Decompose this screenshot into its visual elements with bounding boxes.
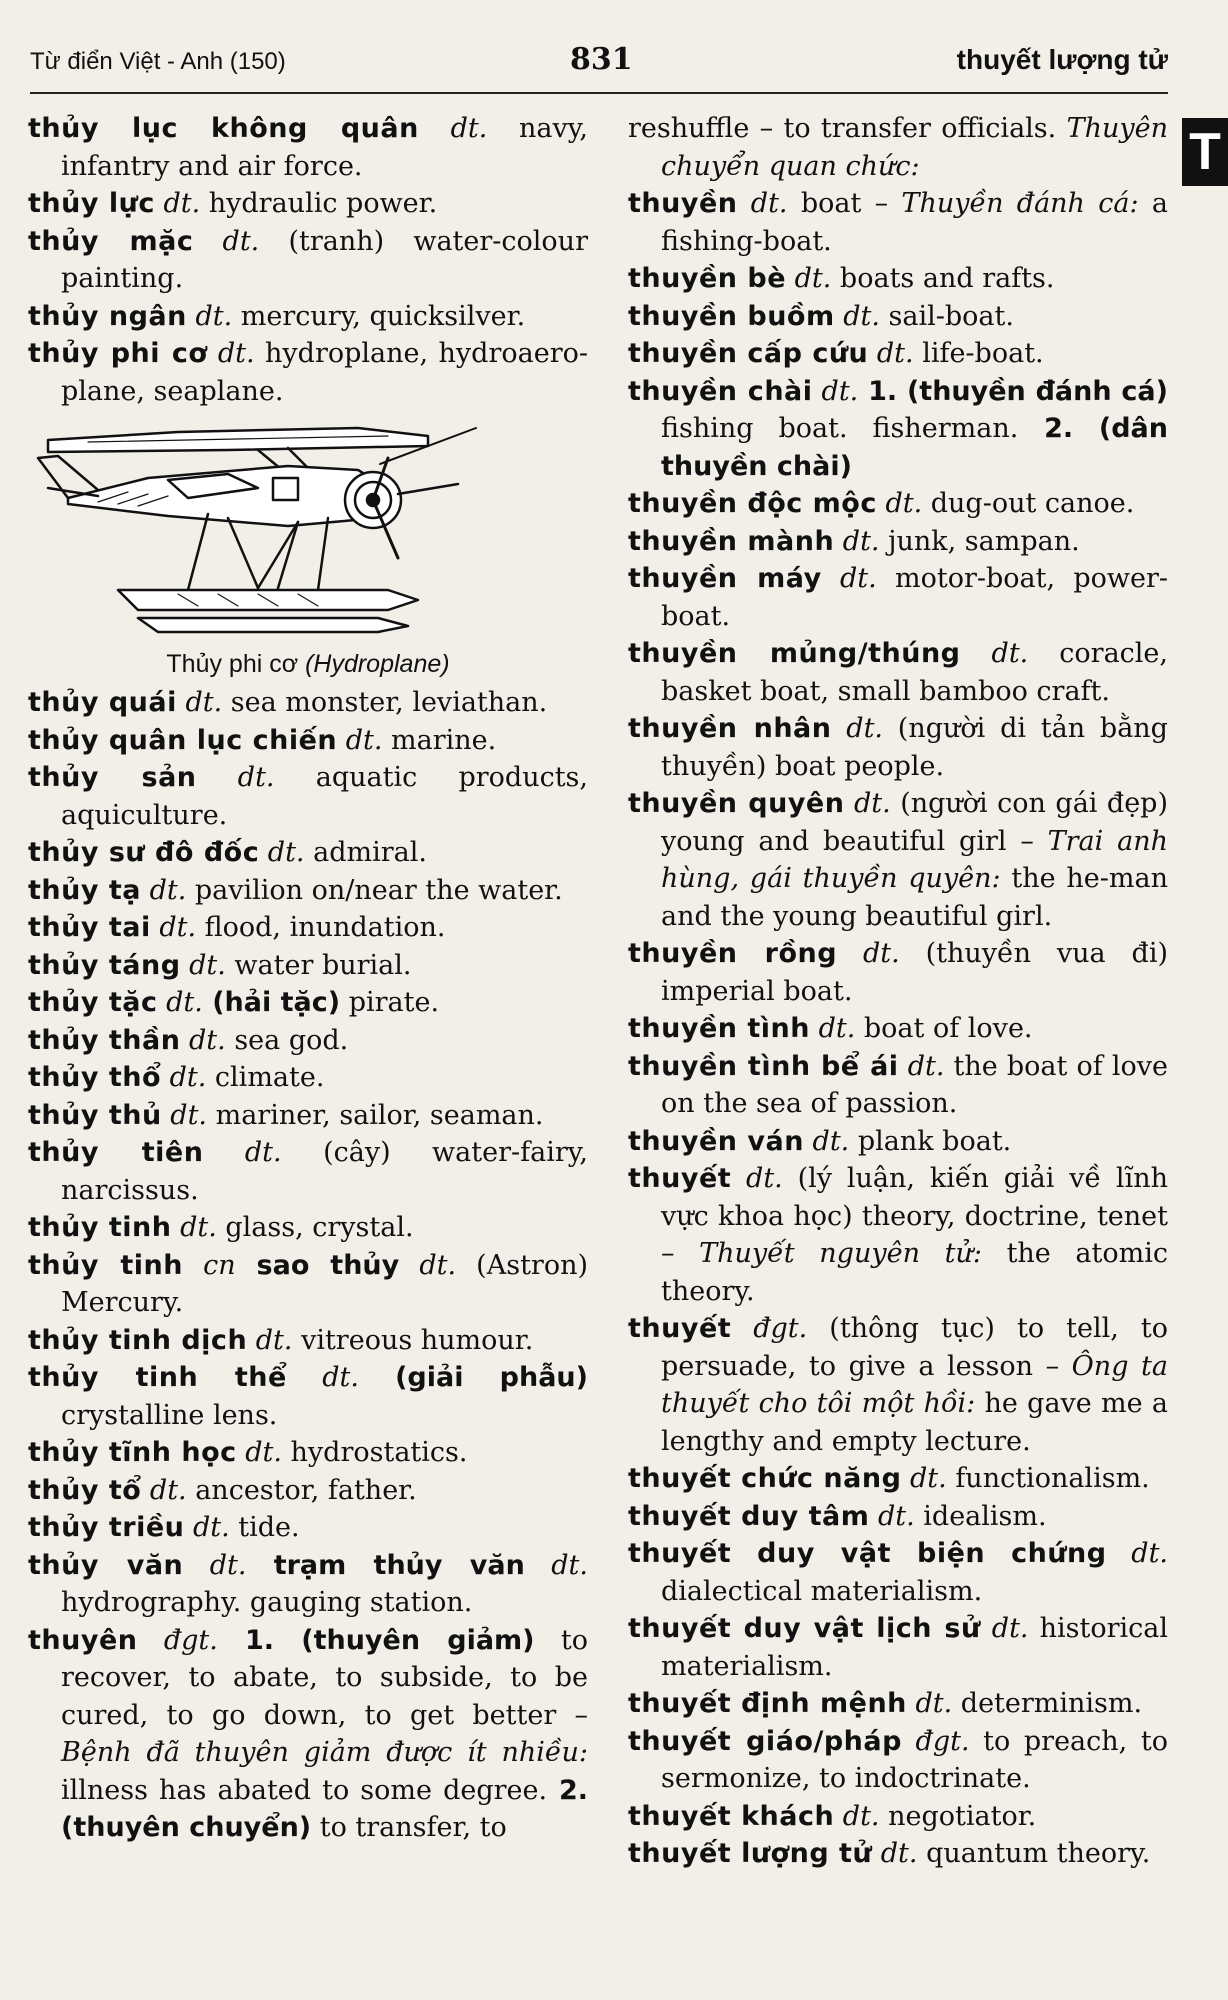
entry-hw: thuyền bè: [628, 263, 787, 294]
hydroplane-icon: [28, 418, 588, 648]
entry-def: to preach, to sermonize, to indoctrinate.: [661, 1725, 1168, 1794]
right-column: [628, 110, 1168, 1873]
entry-hw: thuyền nhân: [628, 713, 832, 744]
entry-pos: dt.: [192, 1512, 230, 1543]
entry-pos2: dt.: [399, 1249, 457, 1281]
entry-hw: thủy tạ: [28, 874, 141, 906]
entry-pos: dt.: [245, 1437, 282, 1468]
entry-def: boats and rafts.: [831, 263, 1055, 294]
entry-def: (thông tục) to tell, to persuade, to give a lesson –: [661, 1313, 1168, 1382]
entry-pos: dt.: [812, 1125, 850, 1157]
entry-b1: (giải phẫu): [358, 1362, 588, 1393]
entry-pos: đgt.: [163, 1624, 218, 1656]
dictionary-entry: [628, 1723, 1168, 1798]
entry-b1: trạm thủy văn: [246, 1549, 525, 1581]
entry-hw: thuyết: [628, 1313, 732, 1344]
entry-hw: thuyên: [28, 1624, 138, 1656]
entry-def: boat of love.: [855, 1013, 1033, 1044]
entry-def: (người di tản bằng thuyền) boat people.: [661, 713, 1168, 782]
entry-def2: gauging station.: [241, 1587, 473, 1618]
entry-def: historical materialism.: [661, 1613, 1168, 1682]
dictionary-entry: [28, 984, 588, 1022]
entry-hw: thủy tặc: [28, 987, 158, 1018]
entry-pos: dt.: [149, 874, 187, 906]
dictionary-entry: [28, 1322, 588, 1360]
entry-hw: thủy lực: [28, 188, 155, 219]
entry-hw: thủy sư đô đốc: [28, 837, 260, 868]
entry-def: dug-out canoe.: [922, 488, 1135, 519]
entry-pos: dt.: [846, 713, 883, 744]
dictionary-entry: [28, 1059, 588, 1097]
entry-def: motor-boat, power-boat.: [661, 563, 1168, 632]
entry-hw: thủy tinh dịch: [28, 1324, 248, 1356]
entry-pos: dt.: [842, 525, 880, 557]
entry-ex: Trai anh hùng, gái thuyền quyên:: [661, 825, 1168, 894]
entry-def: life-boat.: [913, 338, 1044, 369]
entry-pos: dt.: [195, 300, 233, 332]
entry-pos: dt.: [843, 300, 880, 332]
entry-def: hydrostatics.: [281, 1437, 468, 1468]
entry-ex: Thuyên chuyển quan chức:: [661, 113, 1168, 182]
dictionary-entry: [28, 110, 588, 185]
entry-pos: dt.: [842, 1800, 880, 1832]
dictionary-entry: [28, 909, 588, 947]
entry-pos: dt.: [880, 1838, 918, 1869]
dictionary-entry: [628, 260, 1168, 298]
entry-ex: Ông ta thuyết cho tôi một hồi:: [661, 1350, 1169, 1419]
entry-hw: thủy văn: [28, 1549, 184, 1581]
entry-pos: dt.: [863, 938, 900, 969]
figure-caption: [28, 648, 588, 680]
entry-def: idealism.: [914, 1500, 1047, 1532]
dictionary-entry: [628, 485, 1168, 523]
entry-hw: thủy thổ: [28, 1062, 162, 1093]
entry-def: hydraulic power.: [200, 188, 438, 219]
entry-hw: thủy tinh: [28, 1212, 172, 1243]
entry-def: admiral.: [304, 837, 427, 868]
entry-hw: thuyết duy vật lịch sử: [628, 1613, 981, 1644]
entry-b2: 2. (dân thuyền chài): [661, 413, 1168, 482]
dictionary-entry: [628, 185, 1168, 260]
entry-def: ancestor, father.: [186, 1474, 417, 1506]
entry-pos: dt.: [189, 1024, 226, 1056]
entry-hw: thủy tiên: [28, 1137, 204, 1168]
entry-pos: dt.: [991, 638, 1029, 669]
dictionary-entry: [28, 185, 588, 223]
entry-def: tide.: [229, 1512, 300, 1543]
entry-pos: dt.: [876, 338, 914, 369]
entry-pos: đgt.: [753, 1313, 808, 1344]
dictionary-entry: [628, 635, 1168, 710]
entry-pos: dt.: [185, 687, 223, 718]
entry-pos: dt.: [450, 113, 488, 144]
entry-pos: dt.: [907, 1050, 945, 1082]
entry-def: (lý luận, kiến giải về lĩnh vực khoa học) theory, doctrine, tenet –: [661, 1163, 1168, 1269]
entry-def: navy, infantry and air force.: [61, 113, 588, 182]
entry-def: glass, crystal.: [216, 1212, 414, 1243]
dictionary-entry: [28, 335, 588, 410]
entry-hw: thuyền máy: [628, 563, 822, 594]
entry-pos: dt.: [149, 1474, 187, 1506]
entry-def: vitreous humour.: [292, 1324, 534, 1356]
entry-def: functionalism.: [946, 1463, 1150, 1494]
entry-def: water burial.: [225, 949, 412, 981]
entry-b1: sao thủy: [235, 1249, 400, 1281]
entry-pos: dt.: [1131, 1538, 1168, 1569]
entry-def: junk, sampan.: [879, 525, 1080, 557]
dictionary-entry: [28, 1134, 588, 1209]
dictionary-entry: [28, 1434, 588, 1472]
dictionary-entry: [628, 523, 1168, 561]
entry-hw: thuyết chức năng: [628, 1463, 902, 1494]
entry-hw: thuyền quyên: [628, 788, 845, 819]
dictionary-entry: [628, 1123, 1168, 1161]
entry-def: pirate.: [340, 987, 440, 1018]
dictionary-entry: [628, 1498, 1168, 1536]
entry-hw: thuyết khách: [628, 1800, 835, 1832]
dictionary-entry: [28, 1359, 588, 1434]
section-letter-tab: T: [1182, 118, 1228, 186]
dictionary-entry: [28, 298, 588, 336]
entry-ex: Bệnh đã thuyên giảm được ít nhiều:: [61, 1737, 588, 1768]
dictionary-entry: [28, 722, 588, 760]
dictionary-entry: [628, 1460, 1168, 1498]
entry-hw: thuyết duy tâm: [628, 1500, 870, 1532]
page-header: [30, 42, 1168, 94]
entry-pos: dt.: [267, 837, 305, 868]
dictionary-entry: [628, 710, 1168, 785]
entry-pos: dt.: [991, 1613, 1029, 1644]
entry-hw: thuyết định mệnh: [628, 1688, 907, 1719]
dictionary-entry: [28, 759, 588, 834]
dictionary-title: Từ điển Việt - Anh (150): [30, 48, 286, 75]
entry-pos: dt.: [910, 1463, 947, 1494]
entry-pos: dt.: [322, 1362, 359, 1393]
entry-def: hydrography.: [61, 1587, 242, 1618]
dictionary-entry: [628, 1160, 1168, 1310]
entry-def: aquatic products, aquiculture.: [61, 762, 588, 831]
entry-hw: thuyết duy vật biện chứng: [628, 1538, 1107, 1569]
entry-pos2: dt.: [524, 1549, 588, 1581]
entry-hw: thủy tinh: [28, 1249, 183, 1281]
entry-def: (người con gái đẹp) young and beautiful girl –: [661, 788, 1168, 857]
entry-hw: thuyết giáo/pháp: [628, 1725, 902, 1757]
entry-hw: thủy tai: [28, 912, 151, 943]
entry-hw: thủy lục không quân: [28, 113, 419, 144]
entry-pos: dt.: [244, 1137, 282, 1168]
entry-hw: thuyền độc mộc: [628, 488, 877, 519]
entry-b1: 1. (thuyền đánh cá): [858, 375, 1168, 407]
entry-pos: dt.: [237, 762, 275, 793]
entry-pos: dt.: [794, 263, 832, 294]
entry-ex: Thuyết nguyên tử:: [674, 1238, 982, 1269]
entry-def: sea monster, leviathan.: [222, 687, 548, 718]
entry-hw: thuyền rồng: [628, 938, 838, 969]
dictionary-entry: [28, 684, 588, 722]
entry-pos: dt.: [750, 188, 788, 219]
entry-pos: dt.: [163, 188, 201, 219]
dictionary-entry: [28, 1097, 588, 1135]
entry-hw: thuyền chài: [628, 375, 813, 407]
dictionary-entry: [28, 1022, 588, 1060]
entry-pos: dt.: [885, 488, 923, 519]
dictionary-entry: [628, 1010, 1168, 1048]
dictionary-entry: [28, 1509, 588, 1547]
entry-ex: Thuyền đánh cá:: [888, 188, 1139, 219]
dictionary-entry: [628, 373, 1168, 486]
entry-hw: thủy tinh thể: [28, 1362, 287, 1393]
dictionary-entry: [28, 834, 588, 872]
entry-def2: the atomic theory.: [661, 1238, 1168, 1307]
dictionary-entry: [628, 1835, 1168, 1873]
entry-hw: thuyền mủng/thúng: [628, 638, 961, 669]
entry-def: crystalline lens.: [61, 1399, 278, 1431]
entry-pos: dt.: [166, 987, 203, 1018]
hydroplane-illustration: [28, 418, 588, 648]
dictionary-entry: [628, 560, 1168, 635]
entry-def: coracle, basket boat, small bamboo craft.: [661, 638, 1168, 707]
entry-pos: cn: [203, 1249, 236, 1281]
entry-hw: thủy quân lục chiến: [28, 724, 338, 756]
entry-def2: the he-man and the young beautiful girl.: [661, 863, 1168, 932]
entry-pos: dt.: [345, 724, 383, 756]
entry-hw: thủy tổ: [28, 1474, 142, 1506]
entry-hw: thuyền tình: [628, 1013, 810, 1044]
entry-def: dialectical materialism.: [661, 1575, 983, 1607]
entry-def: mercury, quicksilver.: [232, 300, 526, 332]
dictionary-entry: [628, 1798, 1168, 1836]
entry-hw: thủy mặc: [28, 225, 194, 257]
entry-def: (cây) water-fairy, narcissus.: [61, 1137, 589, 1206]
entry-def: pavilion on/near the water.: [186, 874, 563, 906]
dictionary-entry: [28, 1547, 588, 1622]
entry-def: fishing boat.: [661, 413, 848, 444]
entry-pos: dt.: [255, 1324, 293, 1356]
entry-pos: dt.: [169, 1062, 207, 1093]
dictionary-entry: [628, 785, 1168, 935]
entry-def2: he gave me a lengthy and empty lecture.: [661, 1388, 1168, 1457]
entry-hw: thủy thần: [28, 1024, 181, 1056]
entry-def2: illness has abated to some degree.: [61, 1774, 548, 1806]
entry-def: to recover, to abate, to subside, to be cured, to go down, to get better –: [61, 1624, 588, 1731]
dictionary-entry: [28, 1247, 588, 1322]
entry-def: sea god.: [225, 1024, 349, 1056]
entry-pos: dt.: [877, 1500, 915, 1532]
entry-b2: 2. (thuyên chuyển): [61, 1774, 588, 1843]
entry-pos: đgt.: [915, 1725, 970, 1757]
entry-pos: dt.: [915, 1688, 953, 1719]
entry-def: plank boat.: [849, 1125, 1012, 1157]
entry-hw: thủy tĩnh học: [28, 1437, 237, 1468]
entry-def: sail-boat.: [879, 300, 1014, 332]
dictionary-entry: [28, 1472, 588, 1510]
entry-def: (thuyền vua đi) imperial boat.: [661, 938, 1168, 1007]
entry-hw: thuyết lượng tử: [628, 1838, 873, 1869]
dictionary-entry: [28, 872, 588, 910]
entry-pos: dt.: [746, 1163, 783, 1194]
entry-pos: dt.: [209, 1549, 247, 1581]
entry-def: the boat of love on the sea of passion.: [661, 1050, 1168, 1119]
entry-hw: thuyền buồm: [628, 300, 835, 332]
entry-hw: thủy phi cơ: [28, 338, 208, 369]
dictionary-entry: [628, 1310, 1168, 1460]
entry-hw: thuyền mành: [628, 525, 835, 557]
entry-def: mariner, sailor, seaman.: [207, 1099, 544, 1131]
entry-pos: dt.: [222, 225, 260, 257]
entry-hw: thuyết: [628, 1163, 732, 1194]
entry-hw: thủy táng: [28, 949, 181, 981]
dictionary-entry: [628, 1535, 1168, 1610]
entry-def: (Astron) Mercury.: [61, 1249, 589, 1318]
entry-pos: dt.: [159, 912, 197, 943]
dictionary-entry: [628, 1685, 1168, 1723]
left-column: [28, 110, 588, 1847]
running-head: thuyết lượng tử: [956, 44, 1168, 75]
page-number: 831: [570, 42, 633, 77]
entry-pos: dt.: [217, 338, 255, 369]
entry-pos: dt.: [821, 375, 859, 407]
entry-def: negotiator.: [879, 1800, 1037, 1832]
entry-def: to transfer officials.: [773, 113, 1057, 144]
dictionary-entry: [28, 223, 588, 298]
entry-def: quantum theory.: [917, 1838, 1151, 1869]
entry-b1: (hải tặc): [202, 987, 341, 1018]
entry-hw: thủy thủ: [28, 1099, 162, 1131]
caption-sub: (Hydroplane): [305, 650, 450, 678]
dictionary-entry: [628, 298, 1168, 336]
entry-hw: thuyền cấp cứu: [628, 338, 869, 369]
entry-hw: thuyền tình bể ái: [628, 1050, 899, 1082]
entry-def: climate.: [206, 1062, 325, 1093]
entry-hw: thuyền ván: [628, 1125, 804, 1157]
dictionary-entry: [628, 335, 1168, 373]
entry-pos: dt.: [170, 1099, 208, 1131]
entry-hw: thủy quái: [28, 687, 177, 718]
entry-hw: thủy ngân: [28, 300, 187, 332]
dictionary-entry: [628, 110, 1168, 185]
dictionary-entry: [628, 1048, 1168, 1123]
entry-b1: 1. (thuyên giảm): [217, 1624, 535, 1656]
dictionary-entry: [628, 1610, 1168, 1685]
entry-def: determinism.: [952, 1688, 1143, 1719]
entry-hw: thủy triều: [28, 1512, 185, 1543]
dictionary-entry: [28, 947, 588, 985]
entry-hw: thủy sản: [28, 762, 197, 793]
entry-cont: reshuffle –: [628, 113, 774, 144]
entry-pos: dt.: [189, 949, 226, 981]
entry-pos: dt.: [180, 1212, 217, 1243]
dictionary-entry: [28, 1209, 588, 1247]
entry-def: hydroplane, hydroaero-plane, seaplane.: [61, 338, 588, 407]
entry-pos: dt.: [853, 788, 891, 819]
dictionary-entry: [628, 935, 1168, 1010]
entry-def: boat –: [787, 188, 889, 219]
entry-hw: thuyền: [628, 188, 738, 219]
entry-def: (tranh) water-colour painting.: [61, 225, 588, 294]
entry-def2: a fishing-boat.: [661, 188, 1168, 257]
entry-def: marine.: [382, 724, 497, 756]
entry-def2: fisherman.: [847, 413, 1019, 444]
entry-def: flood, inundation.: [196, 912, 446, 943]
caption-main: Thủy phi cơ: [166, 650, 299, 678]
entry-pos: dt.: [839, 563, 877, 594]
dictionary-entry: [28, 1622, 588, 1847]
entry-def3: to transfer, to: [311, 1812, 507, 1843]
entry-pos: dt.: [818, 1013, 856, 1044]
